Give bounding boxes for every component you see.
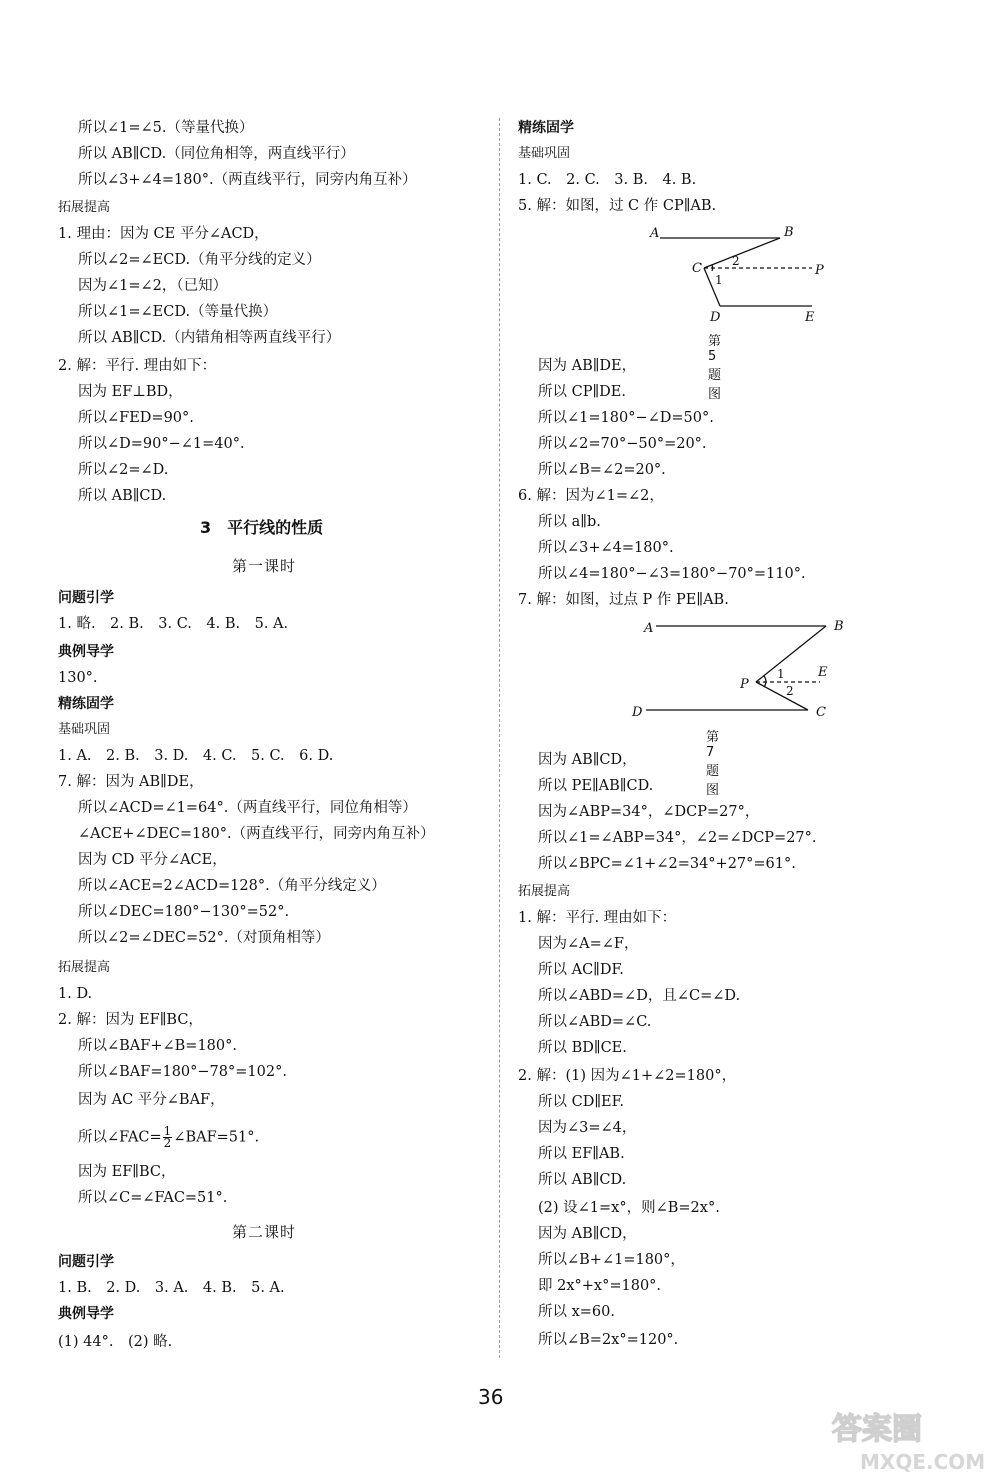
text-line: (2) 设∠1=x°，则∠B=2x°. [538,1200,720,1216]
text-line: 所以 PE∥AB∥CD. [538,778,654,794]
text-line: 因为 CD 平分∠ACE， [78,852,227,868]
text-line: 所以∠DEC=180°−130°=52°. [78,904,290,920]
figure-7-caption: 第 7 题图 [706,730,720,798]
text-line: 所以 AB∥CD. [78,488,167,504]
point-label: A [644,621,654,636]
section-heading: 典例导学 [58,644,114,660]
line-bp [756,626,826,682]
section-heading: 问题引学 [58,590,114,606]
point-label: C [692,261,702,276]
text-line: 所以∠ABD=∠D，且∠C=∠D. [538,988,741,1004]
angle-label: 1 [777,667,785,681]
section-heading: 拓展提高 [518,884,571,899]
text-line: 所以∠1=∠ECD.（等量代换） [78,304,278,320]
text-line: 所以∠1=180°−∠D=50°. [538,410,714,426]
column-divider [499,118,500,1358]
text-line: 7. 解：如图，过点 P 作 PE∥AB. [518,592,729,608]
text-line: 所以∠3+∠4=180°. [538,540,674,556]
text-line: 所以∠3+∠4=180°.（两直线平行，同旁内角互补） [78,172,417,188]
subsection-heading: 基础巩固 [58,722,111,737]
text-line: 所以∠4=180°−∠3=180°−70°=110°. [538,566,806,582]
text-line: 2. 解：因为 EF∥BC， [58,1012,203,1028]
text-line: 因为 AB∥CD， [538,1226,637,1242]
text-line: 1. 解：平行. 理由如下： [518,910,677,926]
text-line: 所以 EF∥AB. [538,1146,625,1162]
point-label: E [805,310,815,325]
text-line: 因为∠3=∠4， [538,1120,637,1136]
section-heading: 问题引学 [58,1254,114,1270]
figure-5-diagram [640,218,840,328]
section-heading: 拓展提高 [58,200,111,215]
angle-arc [712,265,713,271]
text-line: 所以 AB∥CD.（同位角相等，两直线平行） [78,146,355,162]
text-line: 所以∠2=∠DEC=52°.（对顶角相等） [78,930,330,946]
fraction [163,1126,173,1149]
text-line: 所以 AB∥CD.（内错角相等两直线平行） [78,330,341,346]
text-line: 因为 EF⊥BD， [78,384,183,400]
text-line: 因为∠ABP=34°，∠DCP=27°， [538,804,760,820]
line-bc [704,238,780,268]
text-line: 所以∠B=∠2=20°. [538,462,666,478]
text-line: 所以 CD∥EF. [538,1094,625,1110]
section-heading: 典例导学 [58,1306,114,1322]
text-line: 所以∠C=∠FAC=51°. [78,1190,228,1206]
text-line: 所以∠BAF=180°−78°=102°. [78,1064,287,1080]
watermark-url: MXQE.COM [860,1450,986,1474]
angle-label: 1 [715,273,723,287]
text-line: 所以 x=60. [538,1304,615,1320]
text-line: 所以∠2=70°−50°=20°. [538,436,707,452]
page-number: 36 [478,1385,504,1409]
text-line: 所以 AC∥DF. [538,962,624,978]
text-line: 所以∠BPC=∠1+∠2=34°+27°=61°. [538,856,796,872]
answer-line: 130°. [58,670,98,686]
angle-label: 2 [732,254,740,268]
text-line: 所以∠D=90°−∠1=40°. [78,436,245,452]
text-line: 所以∠1=∠5.（等量代换） [78,120,254,136]
section-heading: 拓展提高 [58,960,111,975]
text-line: 即 2x°+x°=180°. [538,1278,662,1294]
point-label: D [710,310,721,325]
text-line: 所以∠B+∠1=180°， [538,1252,685,1268]
text-line: 所以∠BAF+∠B=180°. [78,1038,237,1054]
fraction-line [78,1126,259,1149]
answer-line: 1. B. 2. D. 3. A. 4. B. 5. A. [58,1280,285,1296]
text-line: 2. 解：(1) 因为∠1+∠2=180°， [518,1068,737,1084]
point-label: P [815,263,824,278]
lesson-title: 第二课时 [232,1223,297,1241]
point-label: C [816,705,826,720]
section-heading: 精练固学 [518,120,574,136]
answer-line: 1. 略. 2. B. 3. C. 4. B. 5. A. [58,616,289,632]
text-line: 所以 AB∥CD. [538,1172,627,1188]
text-line: 因为 AB∥CD， [538,752,637,768]
text-line: 6. 解：因为∠1=∠2， [518,488,664,504]
text-line: 所以∠1=∠ABP=34°，∠2=∠DCP=27°. [538,830,817,846]
text-line: 所以∠ACE=2∠ACD=128°.（角平分线定义） [78,878,386,894]
text-line: 所以 CP∥DE. [538,384,626,400]
text-line: 所以∠2=∠ECD.（角平分线的定义） [78,252,321,268]
text-line: 因为∠A=∠F， [538,936,639,952]
text-line: 因为∠1=∠2，（已知） [78,278,228,294]
text-line: 2. 解：平行. 理由如下： [58,358,217,374]
fraction-numerator: 1 [163,1124,172,1138]
text-line: 7. 解：因为 AB∥DE， [58,774,204,790]
text-line: 因为 AB∥DE， [538,358,637,374]
text-line: 所以∠ABD=∠C. [538,1014,652,1030]
text-line: 所以∠2=∠D. [78,462,169,478]
text-line: ∠ACE+∠DEC=180°.（两直线平行，同旁内角互补） [78,826,435,842]
point-label: E [818,665,828,680]
point-label: A [650,226,660,241]
figure-7-diagram [628,612,853,724]
answer-line: 1. A. 2. B. 3. D. 4. C. 5. C. 6. D. [58,748,334,764]
text-line: 所以∠FED=90°. [78,410,194,426]
section-title: 3 平行线的性质 [200,518,324,537]
text-line: 因为 EF∥BC， [78,1164,176,1180]
text-line: 因为 AC 平分∠BAF， [78,1092,225,1108]
point-label: B [784,225,794,240]
section-heading: 精练固学 [58,696,114,712]
text-line: 1. 理由：因为 CE 平分∠ACD， [58,226,269,242]
watermark-logo [820,1405,990,1475]
text-line: 所以∠ACD=∠1=64°.（两直线平行，同位角相等） [78,800,417,816]
text-line: 5. 解：如图，过 C 作 CP∥AB. [518,198,717,214]
subsection-heading: 基础巩固 [518,146,571,161]
fraction-line-end: ∠BAF=51°. [173,1129,260,1146]
point-label: P [740,677,749,692]
point-label: B [834,619,844,634]
fraction-denominator: 2 [163,1136,172,1150]
point-label: D [632,705,643,720]
watermark-text: 答案圈 [832,1412,922,1447]
answer-line: 1. D. [58,986,93,1002]
text-line: 所以 BD∥CE. [538,1040,627,1056]
lesson-title: 第一课时 [232,557,297,575]
answer-line: (1) 44°. (2) 略. [58,1334,173,1350]
fraction-line-start: 所以∠FAC= [78,1129,162,1146]
angle-label: 2 [786,684,794,698]
text-line: 所以 a∥b. [538,514,601,530]
text-line: 所以∠B=2x°=120°. [538,1332,679,1348]
figure-5-caption: 第 5 题图 [708,334,722,402]
answer-line: 1. C. 2. C. 3. B. 4. B. [518,172,697,188]
